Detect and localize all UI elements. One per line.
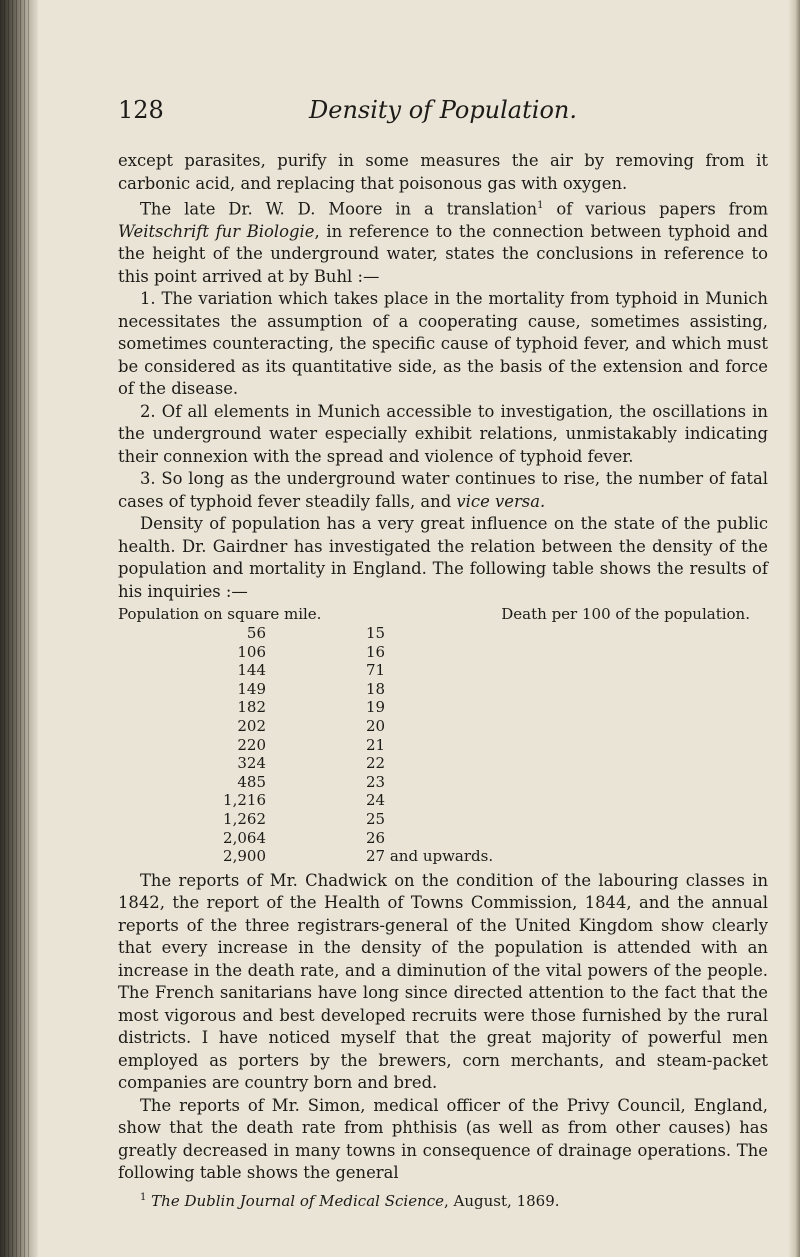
footnote-journal: The Dublin Journal of Medical Science xyxy=(151,1191,445,1210)
footnote-reference: 1 xyxy=(537,200,544,211)
death-rate-cell: 27 and upwards. xyxy=(366,847,494,866)
table-rows xyxy=(118,624,768,866)
table-row xyxy=(118,773,768,792)
page-number: 128 xyxy=(118,96,164,124)
paragraph xyxy=(118,195,768,288)
paragraph: The reports of Mr. Chadwick on the condition of the labouring classes in 1842, the report of the Health of Towns Commission, 1844, and the annual reports of the three registrars-general of the United Kingdom show clearly that every increase in the density of the population is attended with an increase in the death rate, and a diminution of the vital powers of the people. The French sanitarians have long since directed attention to the fact that the most vigorous and best developed recruits were those furnished by the rural districts. I have noticed myself that the great majority of powerful men employed as porters by the brewers, corn merchants, and steam-packet companies are country born and bred. xyxy=(118,870,768,1093)
table-row xyxy=(118,624,768,643)
death-rate-cell: 24 xyxy=(366,791,386,810)
death-rate-cell: 22 xyxy=(366,754,386,773)
book-page xyxy=(118,96,768,1212)
paragraph: Density of population has a very great influence on the state of the public health. Dr. Gairdner has investigated the relation between the density of the population and mortality in England. The following table shows the results of his inquiries :— xyxy=(118,514,768,601)
table-row xyxy=(118,698,768,717)
death-rate-cell: 20 xyxy=(366,717,386,736)
page-right-edge xyxy=(788,0,800,1257)
paragraph: 2. Of all elements in Munich accessible to investigation, the oscillations in the underground water especially exhibit relations, unmistakably indicating their connexion with the spread and violence of typhoid fever. xyxy=(118,401,768,466)
paragraph-text: of various papers from xyxy=(543,199,768,219)
population-column-header: Population on square mile. xyxy=(118,605,322,624)
binding-texture xyxy=(4,0,30,1257)
table-row xyxy=(118,754,768,773)
table-row xyxy=(118,661,768,680)
death-rate-cell: 19 xyxy=(366,698,386,717)
population-cell: 1,216 xyxy=(223,791,266,810)
death-rate-cell: 18 xyxy=(366,679,386,698)
paragraph-text: The late Dr. W. D. Moore in a translation xyxy=(140,199,538,219)
population-cell: 182 xyxy=(237,698,266,717)
table-row xyxy=(118,736,768,755)
table-row xyxy=(118,680,768,699)
death-rate-cell: 21 xyxy=(366,735,386,754)
population-cell: 149 xyxy=(237,679,266,698)
table-row xyxy=(118,717,768,736)
death-rate-cell: 25 xyxy=(366,810,386,828)
death-rate-cell: 15 xyxy=(366,624,386,643)
footnote-text: , August, 1869. xyxy=(444,1191,560,1210)
table-row xyxy=(118,810,768,829)
italic-title: Weitschrift fur Biologie xyxy=(118,221,315,241)
population-cell: 324 xyxy=(237,754,266,773)
death-rate-cell: 23 xyxy=(366,772,386,791)
footnote-number: 1 xyxy=(140,1191,147,1203)
population-cell: 485 xyxy=(237,772,266,791)
population-cell: 2,900 xyxy=(223,847,266,866)
paragraph-text: , in reference to the connection between typhoid and the height of the underground water, states the conclusions in reference to this point arrived at by Buhl :— xyxy=(118,221,768,286)
paragraph: 1. The variation which takes place in the mortality from typhoid in Munich necessitates the assumption of a cooperating cause, sometimes assisting, sometimes counteracting, the specific cause of typhoid fever, and which must be considered as its quantitative side, as the basis of the extension and force of the disease. xyxy=(118,289,768,399)
death-rate-cell: 16 xyxy=(366,642,386,661)
population-cell: 220 xyxy=(237,735,266,754)
density-mortality-table xyxy=(118,605,768,865)
italic-phrase: vice versa. xyxy=(456,491,546,511)
body-text xyxy=(118,150,768,1212)
footnote xyxy=(118,1187,768,1213)
page-header xyxy=(118,96,768,136)
population-cell: 202 xyxy=(237,717,266,736)
paragraph: except parasites, purify in some measures the air by removing from it carbonic acid, and replacing that poisonous gas with oxygen. xyxy=(118,151,768,193)
paragraph-text: 3. So long as the underground water continues to rise, the number of fatal cases of typhoid fever steadily falls, and xyxy=(118,469,768,511)
death-column-header: Death per 100 of the population. xyxy=(501,605,750,624)
running-title: Density of Population. xyxy=(309,96,577,124)
population-cell: 106 xyxy=(237,642,266,661)
death-rate-cell: 26 xyxy=(366,828,386,847)
population-cell: 56 xyxy=(246,624,266,643)
table-row xyxy=(118,643,768,662)
population-cell: 2,064 xyxy=(223,828,266,847)
table-row xyxy=(118,847,768,866)
paragraph xyxy=(118,468,768,513)
table-header xyxy=(118,605,768,624)
paragraph: The reports of Mr. Simon, medical officer of the Privy Council, England, show that the death rate from phthisis (as well as from other causes) has greatly decreased in many towns in consequence of drainage operations. The following table shows the general xyxy=(118,1095,768,1183)
death-rate-cell: 71 xyxy=(366,661,386,680)
population-cell: 1,262 xyxy=(223,810,266,828)
table-row xyxy=(118,829,768,848)
book-binding-edge xyxy=(0,0,38,1257)
population-cell: 144 xyxy=(237,661,266,680)
table-row xyxy=(118,791,768,810)
